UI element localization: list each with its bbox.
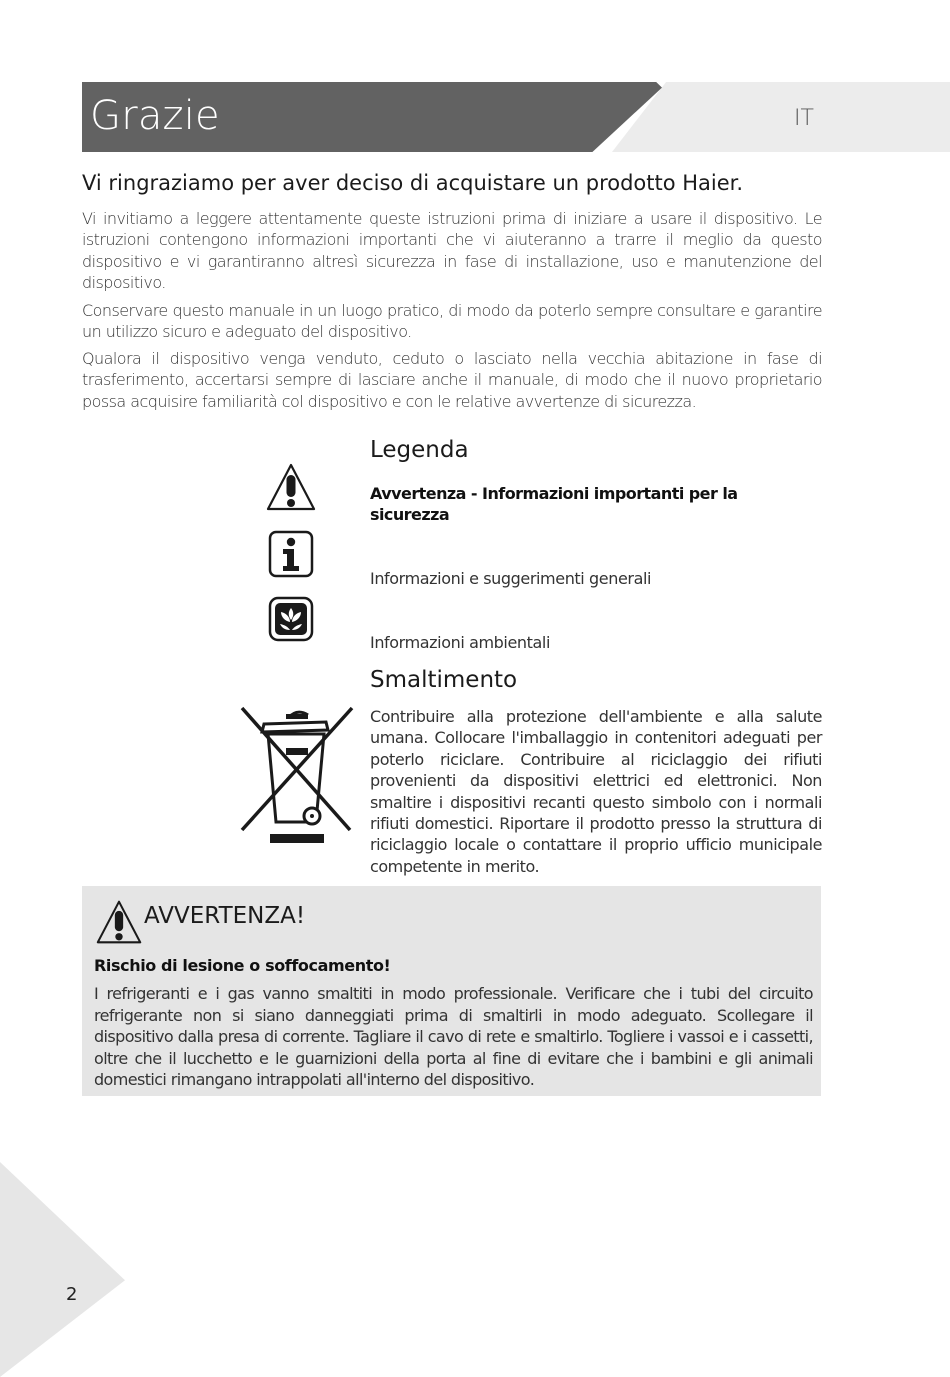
legend-heading: Legenda [370, 437, 469, 463]
warning-triangle-icon [265, 462, 317, 512]
disposal-text: Contribuire alla protezione dell'ambiente e alla salute umana. Collocare l'imballaggio in contenitori adeguati per poterlo riciclare. Contribuire al riciclaggio dei rifiuti provenienti da dispositivi elettrici ed elettronici. Non smaltire i dispositivi recanti questo simbolo con i normali rifiuti domestici. Riportare il prodotto presso la struttura di riciclaggio locale o contattare il proprio ufficio municipale competente in merito. [370, 707, 822, 876]
warning-title: AVVERTENZA! [144, 903, 306, 929]
warning-body: I refrigeranti e i gas vanno smaltiti in modo professionale. Verificare che i tubi del circuito refrigerante non si siano danneggiati prima di smaltirli in modo adeguato. Scollegare il dispositivo dalla presa di corrente. Tagliare il cavo di rete e smaltirlo. Togliere i vassoi e i cassetti, oltre che il lucchetto e le guarnizioni della porta al fine di evitare che i bambini e gli animali domestici rimangano intrappolati all'interno del dispositivo. [94, 984, 813, 1089]
environment-icon [268, 596, 314, 642]
page-title: Grazie [90, 93, 220, 139]
intro-paragraph-3: Qualora il dispositivo venga venduto, ceduto o lasciato nella vecchia abitazione in fase di trasferimento, accertarsi sempre di lasciare anche il manuale, di modo che il nuovo proprietario possa acquisire familiarità col dispositivo e con le relative avvertenze di sicurezza. [82, 349, 822, 411]
warning-subtitle: Rischio di lesione o soffocamento! [94, 956, 391, 975]
language-code: IT [794, 106, 814, 131]
header-lang-tab [612, 82, 950, 152]
page-number: 2 [66, 1284, 78, 1305]
legend-info-text: Informazioni e suggerimenti generali [370, 569, 652, 588]
intro-paragraph-2: Conservare questo manuale in un luogo pratico, di modo da poterlo sempre consultare e garantire un utilizzo sicuro e adeguato del dispositivo. [82, 301, 822, 342]
page-corner-tab [0, 1162, 125, 1377]
intro-paragraph-1: Vi invitiamo a leggere attentamente queste istruzioni prima di iniziare a usare il dispositivo. Le istruzioni contengono informazioni importanti che vi aiuteranno a trarre il meglio da questo dispositivo e vi garantiranno altresì sicurezza in fase di installazione, uso e manutenzione del dispositivo. [82, 209, 822, 292]
legend-environment-text: Informazioni ambientali [370, 633, 551, 652]
intro-heading: Vi ringraziamo per aver deciso di acquistare un prodotto Haier. [82, 171, 744, 195]
crossed-out-bin-icon [236, 704, 358, 846]
disposal-heading: Smaltimento [370, 667, 518, 693]
legend-warning-text: Avvertenza - Informazioni importanti per la sicurezza [370, 484, 738, 524]
info-icon [268, 530, 314, 578]
warning-triangle-icon [95, 898, 143, 946]
